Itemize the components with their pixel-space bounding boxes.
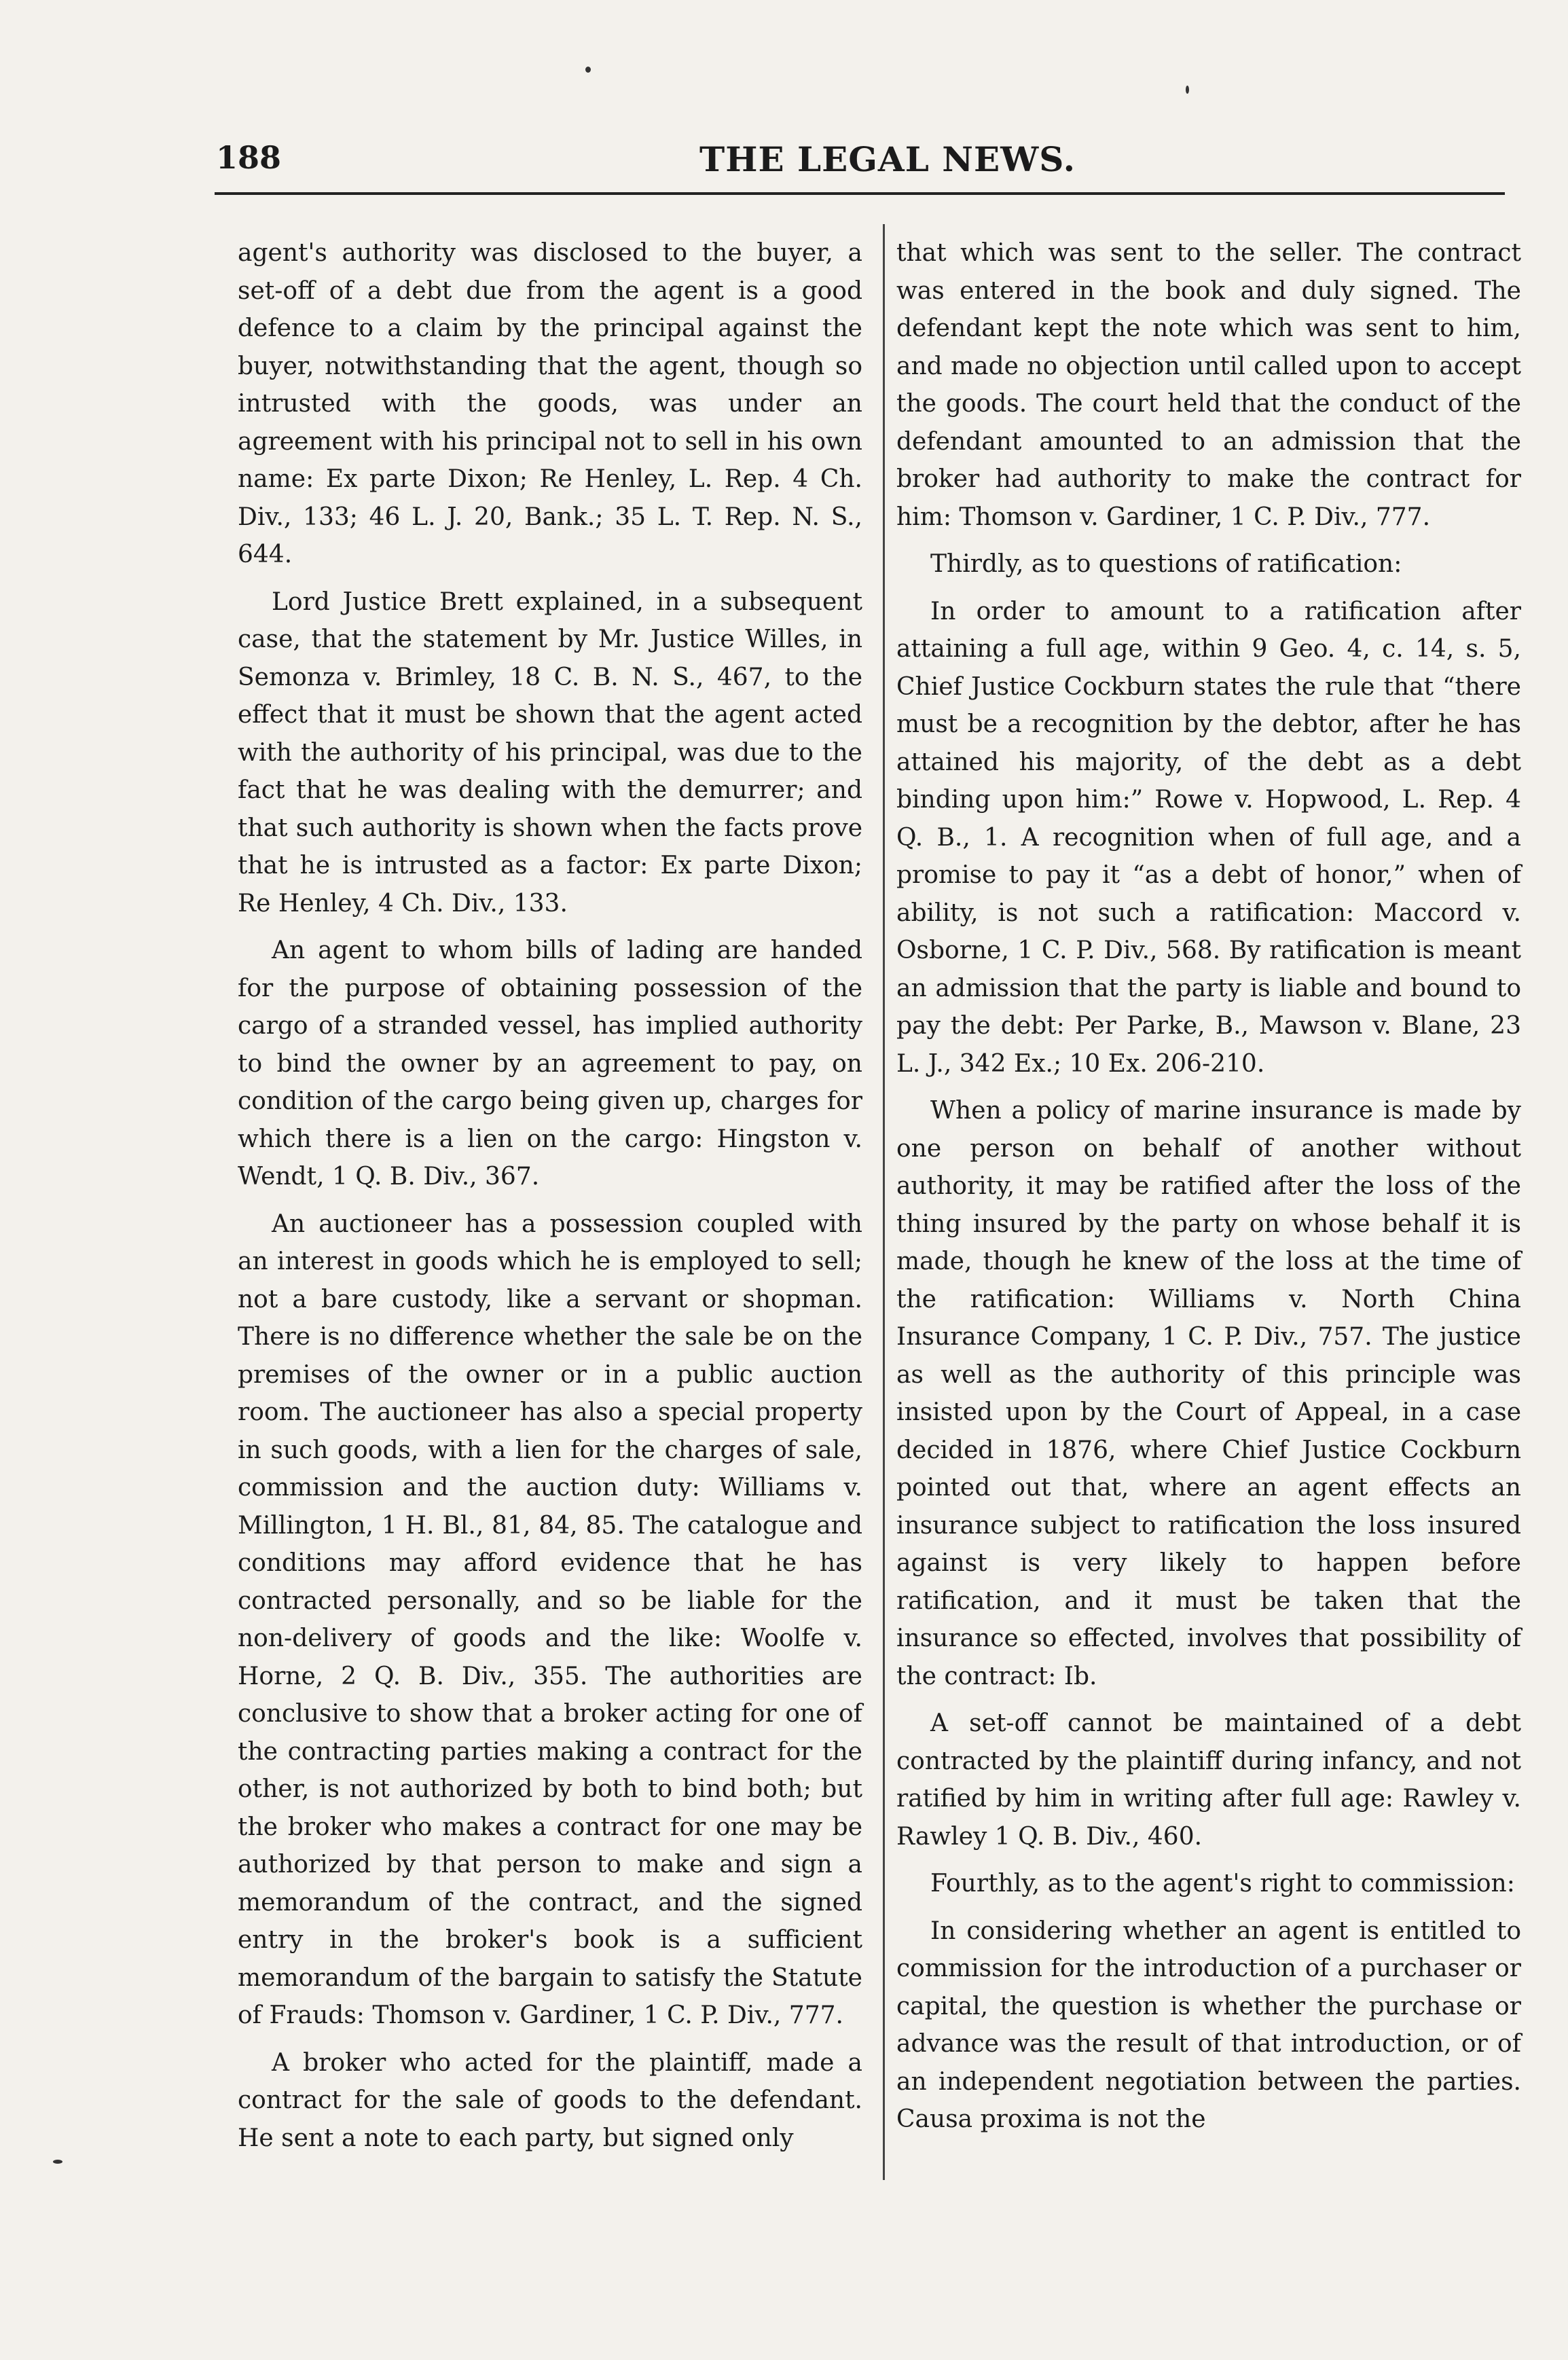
page-number: 188 [216, 139, 282, 176]
paragraph: An auctioneer has a possession coupled with an interest in goods which he is employed to sell; not a bare custody, like a servant or shopman. There is no difference whether the sale be on the premises of the owner or in a public auction room. The auctioneer has also a special property in such goods, with a lien for the charges of sale, commission and the auction duty: Williams v. Millington, 1 H. Bl., 81, 84, 85. The catalogue and conditions may afford evidence that he has contracted personally, and so be liable for the non-delivery of goods and the like: Woolfe v. Horne, 2 Q. B. Div., 355. The authorities are conclusive to show that a broker acting for one of the contracting parties making a contract for the other, is not authorized by both to bind both; but the broker who makes a contract for one may be authorized by that person to make and sign a memorandum of the contract, and the signed entry in the broker's book is a sufficient memorandum of the bargain to satisfy the Statute of Frauds: Thomson v. Gardiner, 1 C. P. Div., 777. [238, 1210, 862, 2029]
paragraph: agent's authority was disclosed to the buyer, a set-off of a debt due from the agent is a good defence to a claim by the principal against the buyer, notwithstanding that the agent, though so intrusted with the goods, was under an agreement with his principal not to sell in his own name: Ex parte Dixon; Re Henley, L. Rep. 4 Ch. Div., 133; 46 L. J. 20, Bank.; 35 L. T. Rep. N. S., 644. [238, 239, 862, 568]
running-title: THE LEGAL NEWS. [699, 139, 1076, 179]
paragraph: A broker who acted for the plaintiff, made a contract for the sale of goods to the defendant. He sent a note to each party, but signed only [238, 2048, 862, 2152]
left-column [238, 234, 862, 2166]
paragraph: In order to amount to a ratification after attaining a full age, within 9 Geo. 4, c. 14, s. 5, Chief Justice Cockburn states the rule that “there must be a recognition by the debtor, after he has attained his majority, of the debt as a debt binding upon him:” Rowe v. Hopwood, L. Rep. 4 Q. B., 1. A recognition when of full age, and a promise to pay it “as a debt of honor,” when of ability, is not such a ratification: Maccord v. Osborne, 1 C. P. Div., 568. By ratification is meant an admission that the party is liable and bound to pay the debt: Per Parke, B., Mawson v. Blane, 23 L. J., 342 Ex.; 10 Ex. 206-210. [896, 597, 1521, 1078]
paragraph: When a policy of marine insurance is made by one person on behalf of another without authority, it may be ratified after the loss of the thing insured by the party on whose behalf it is made, though he knew of the loss at the time of the ratification: Williams v. North China Insurance Company, 1 C. P. Div., 757. The justice as well as the authority of this principle was insisted upon by the Court of Appeal, in a case decided in 1876, where Chief Justice Cockburn pointed out that, where an agent effects an insurance subject to ratification the loss insured against is very likely to happen before ratification, and it must be taken that the insurance so effected, involves that possibility of the contract: Ib. [896, 1097, 1521, 1690]
ink-speck [585, 67, 591, 73]
paragraph: Lord Justice Brett explained, in a subsequent case, that the statement by Mr. Justice Willes, in Semonza v. Brimley, 18 C. B. N. S., 467, to the effect that it must be shown that the agent acted with the authority of his principal, was due to the fact that he was dealing with the demurrer; and that such authority is shown when the facts prove that he is intrusted as a factor: Ex parte Dixon; Re Henley, 4 Ch. Div., 133. [238, 587, 862, 918]
paragraph: that which was sent to the seller. The contract was entered in the book and duly signed. The defendant kept the note which was sent to him, and made no objection until called upon to accept the goods. The court held that the conduct of the defendant amounted to an admission that the broker had authority to make the contract for him: Thomson v. Gardiner, 1 C. P. Div., 777. [896, 239, 1521, 531]
ink-speck [53, 2160, 62, 2164]
ink-speck [1186, 86, 1189, 94]
header-rule [215, 192, 1505, 195]
paragraph: A set-off cannot be maintained of a debt contracted by the plaintiff during infancy, and not ratified by him in writing after full age: Rawley v. Rawley 1 Q. B. Div., 460. [896, 1709, 1521, 1851]
section-heading: Thirdly, as to questions of ratification: [930, 550, 1402, 578]
right-column [896, 234, 1521, 2148]
column-divider [883, 224, 885, 2180]
paragraph: An agent to whom bills of lading are handed for the purpose of obtaining possession of the cargo of a stranded vessel, has implied authority to bind the owner by an agreement to pay, on condition of the cargo being given up, charges for which there is a lien on the cargo: Hingston v. Wendt, 1 Q. B. Div., 367. [238, 937, 862, 1191]
section-heading: Fourthly, as to the agent's right to commission: [930, 1870, 1515, 1898]
paragraph: In considering whether an agent is entitled to commission for the introduction of a purchaser or capital, the question is whether the purchase or advance was the result of that introduction, or of an independent negotiation between the parties. Causa proxima is not the [896, 1917, 1521, 2133]
